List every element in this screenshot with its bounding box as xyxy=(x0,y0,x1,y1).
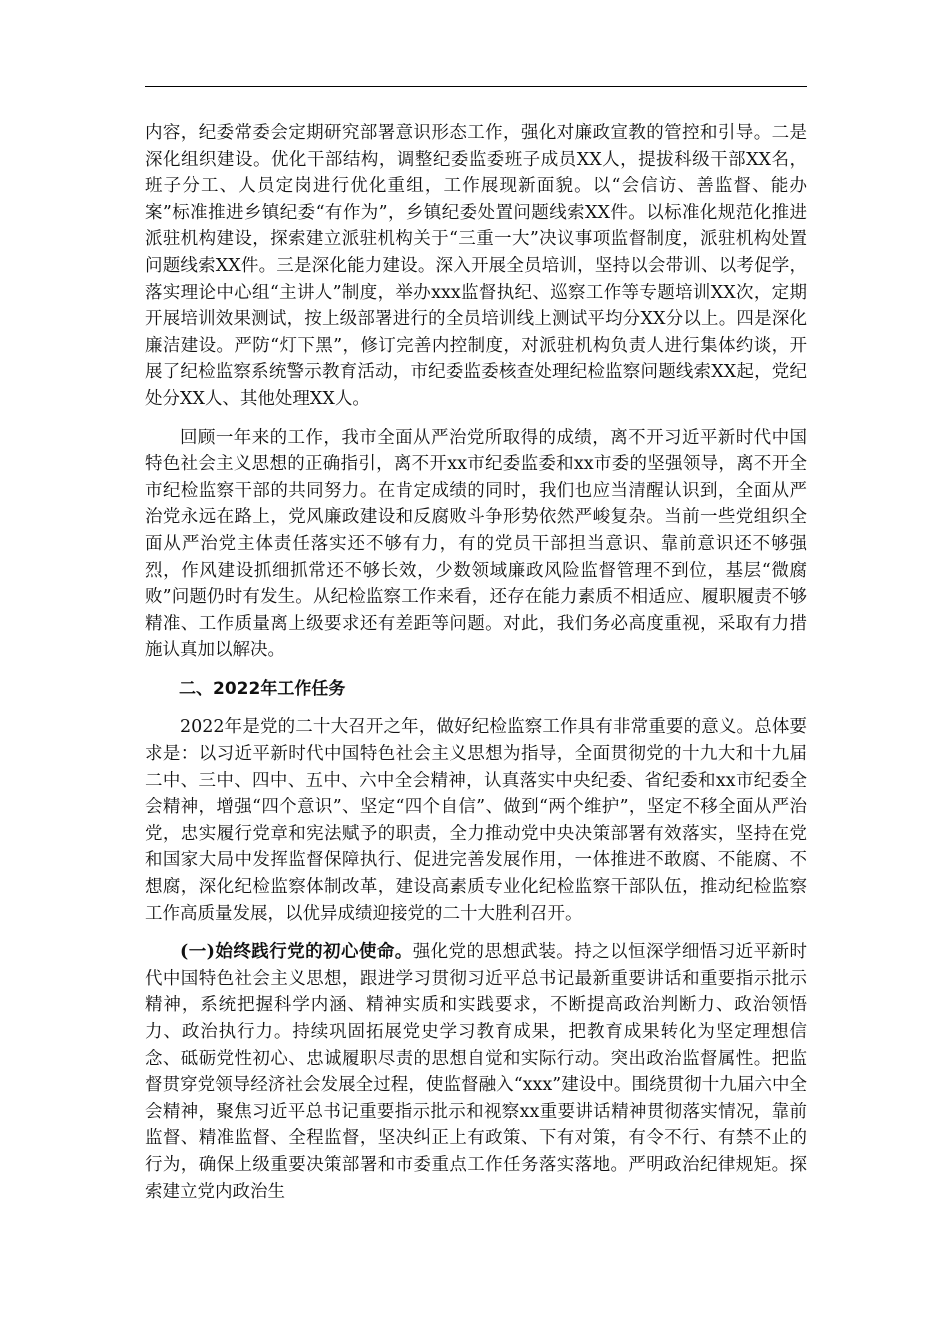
section-heading-2022-tasks: 二、2022年工作任务 xyxy=(179,678,346,699)
paragraph-org-building: 内容，纪委常委会定期研究部署意识形态工作，强化对廉政宣教的管控和引导。二是深化组织建设。优化干部结构，调整纪委监委班子成员XX人，提拔科级干部XX名，班子分工、人员定岗进行优化重组，工作展现新面貌。以“会信访、善监督、能办案”标准推进乡镇纪委“有作为”，乡镇纪委处置问题线索XX件。以标准化规范化推进派驻机构建设，探索建立派驻机构关于“三重一大”决议事项监督制度，派驻机构处置问题线索XX件。三是深化能力建设。深入开展全员培训，坚持以会带训、以考促学，落实理论中心组“主讲人”制度，举办xxx监督执纪、巡察工作等专题培训XX次，定期开展培训效果测试，按上级部署进行的全员培训线上测试平均分XX分以上。四是深化廉洁建设。严防“灯下黑”，修订完善内控制度，对派驻机构负责人进行集体约谈，开展了纪检监察系统警示教育活动，市纪委监委核查处理纪检监察问题线索XX起，党纪处分XX人、其他处理XX人。 xyxy=(145,123,807,409)
paragraph-review: 回顾一年来的工作，我市全面从严治党所取得的成绩，离不开习近平新时代中国特色社会主义思想的正确指引，离不开xx市纪委监委和xx市委的坚强领导，离不开全市纪检监察干部的共同努力。在肯定成绩的同时，我们也应当清醒认识到，全面从严治党永远在路上，党风廉政建设和反腐败斗争形势依然严峻复杂。当前一些党组织全面从严治党主体责任落实还不够有力，有的党员干部担当意识、靠前意识还不够强烈，作风建设抓细抓常还不够长效，少数领域廉政风险监督管理不到位，基层“微腐败”问题仍时有发生。从纪检监察工作来看，还存在能力素质不相适应、履职履责不够精准、工作质量离上级要求还有差距等问题。对此，我们务必高度重视，采取有力措施认真加以解决。 xyxy=(145,427,807,661)
paragraph-mission-text: 强化党的思想武装。持之以恒深学细悟习近平新时代中国特色社会主义思想，跟进学习贯彻习近平总书记最新重要讲话和重要指示批示精神，系统把握科学内涵、精神实质和实践要求，不断提高政治判断力、政治领悟力、政治执行力。持续巩固拓展党史学习教育成果，把教育成果转化为坚定理想信念、砥砺党性初心、忠诚履职尽责的思想自觉和实际行动。突出政治监督属性。把监督贯穿党领导经济社会发展全过程，使监督融入“xxx”建设中。围绕贯彻十九届六中全会精神，聚焦习近平总书记重要指示批示和视察xx重要讲话精神贯彻落实情况，靠前监督、精准监督、全程监督，坚决纠正上有政策、下有对策，有令不行、有禁不止的行为，确保上级重要决策部署和市委重点工作任务落实落地。严明政治纪律规矩。探索建立党内政治生 xyxy=(145,942,807,1202)
header-rule xyxy=(145,86,807,87)
subsection-lead: (一)始终践行党的初心使命。 xyxy=(180,942,413,963)
document-body xyxy=(145,120,807,1217)
paragraph-general-requirements: 2022年是党的二十大召开之年，做好纪检监察工作具有非常重要的意义。总体要求是：以习近平新时代中国特色社会主义思想为指导，全面贯彻党的十九大和十九届二中、三中、四中、五中、六中全会精神，认真落实中央纪委、省纪委和xx市纪委全会精神，增强“四个意识”、坚定“四个自信”、做到“两个维护”，坚定不移全面从严治党，忠实履行党章和宪法赋予的职责，全力推动党中央决策部署有效落实，坚持在党和国家大局中发挥监督保障执行、促进完善发展作用，一体推进不敢腐、不能腐、不想腐，深化纪检监察体制改革，建设高素质专业化纪检监察干部队伍，推动纪检监察工作高质量发展，以优异成绩迎接党的二十大胜利召开。 xyxy=(145,717,807,924)
paragraph-mission xyxy=(145,939,807,1205)
